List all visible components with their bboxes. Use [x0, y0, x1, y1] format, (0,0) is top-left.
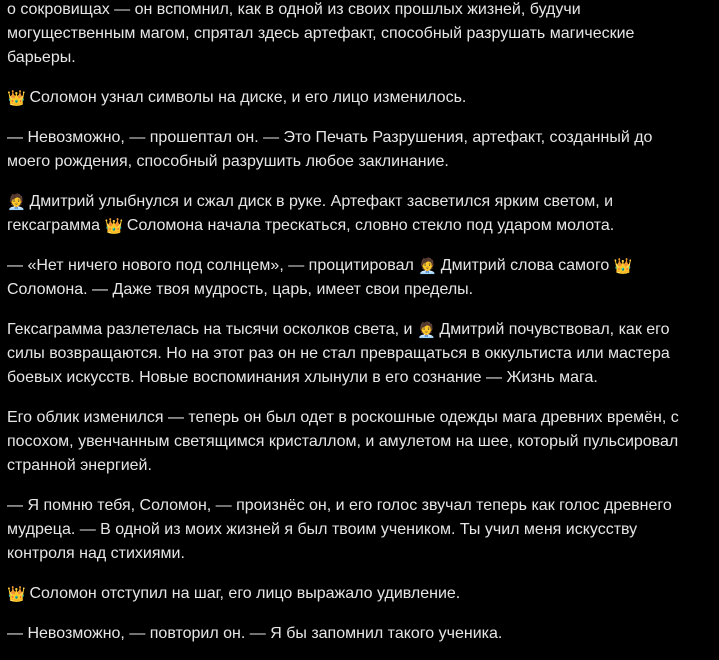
paragraph-text: Соломона. — Даже твоя мудрость, царь, имеет свои пределы. — [7, 281, 474, 298]
story-paragraph — [7, 190, 697, 238]
person-icon: 🧑‍💼 — [418, 257, 437, 275]
story-paragraph — [7, 622, 697, 646]
paragraph-text: — Я помню тебя, Соломон, — произнёс он, и его голос звучал теперь как голос древнего мудреца. — В одной из моих жизней я был твоим учеником. Ты учил меня искусству контроля над стихиями. — [7, 497, 672, 562]
story-paragraph — [7, 254, 697, 302]
paragraph-text: Гексаграмма разлетелась на тысячи осколков света, и — [7, 321, 417, 338]
story-paragraph — [7, 406, 697, 478]
paragraph-text: — Невозможно, — повторил он. — Я бы запомнил такого ученика. — [7, 625, 503, 642]
story-paragraph — [7, 86, 697, 110]
crown-icon: 👑 — [613, 257, 633, 275]
story-paragraph — [7, 494, 697, 566]
crown-icon: 👑 — [7, 89, 26, 107]
paragraph-text: Соломон узнал символы на диске, и его лицо изменилось. — [29, 89, 467, 106]
story-paragraph — [7, 318, 697, 390]
crown-icon: 👑 — [7, 585, 26, 603]
paragraph-text: — Невозможно, — прошептал он. — Это Печать Разрушения, артефакт, созданный до моего рождения, способный разрушить любое заклинание. — [7, 129, 653, 170]
person-icon: 🧑‍💼 — [416, 321, 436, 339]
story-paragraph — [7, 126, 697, 174]
person-icon: 🧑‍💼 — [7, 193, 26, 211]
paragraph-text: о сокровищах — он вспомнил, как в одной из своих прошлых жизней, будучи могущественным магом, спрятал здесь артефакт, способный разрушать магические барьеры. — [7, 1, 635, 66]
paragraph-text: Дмитрий слова самого — [440, 257, 614, 274]
paragraph-text: Его облик изменился — теперь он был одет в роскошные одежды мага древних времён, с посохом, увенчанным светящимся кристаллом, и амулетом на шее, который пульсировал странной энергией. — [7, 409, 679, 474]
paragraph-text: — «Нет ничего нового под солнцем», — процитировал — [7, 257, 419, 274]
paragraph-text: Дмитрий улыбнулся и сжал диск в руке. Артефакт засветился ярким светом, и гексаграмма — [7, 193, 614, 234]
story-paragraph — [7, 0, 697, 70]
crown-icon: 👑 — [104, 217, 124, 235]
story-paragraph — [7, 582, 697, 606]
paragraph-text: Соломон отступил на шаг, его лицо выражало удивление. — [29, 585, 461, 602]
paragraph-text: Дмитрий почувствовал, как его силы возвращаются. Но на этот раз он не стал превращаться в оккультиста или мастера боевых искусств. Новые воспоминания хлынули в его сознание — Жизнь мага. — [7, 321, 670, 386]
paragraph-text: Соломона начала трескаться, словно стекло под ударом молота. — [126, 217, 615, 234]
